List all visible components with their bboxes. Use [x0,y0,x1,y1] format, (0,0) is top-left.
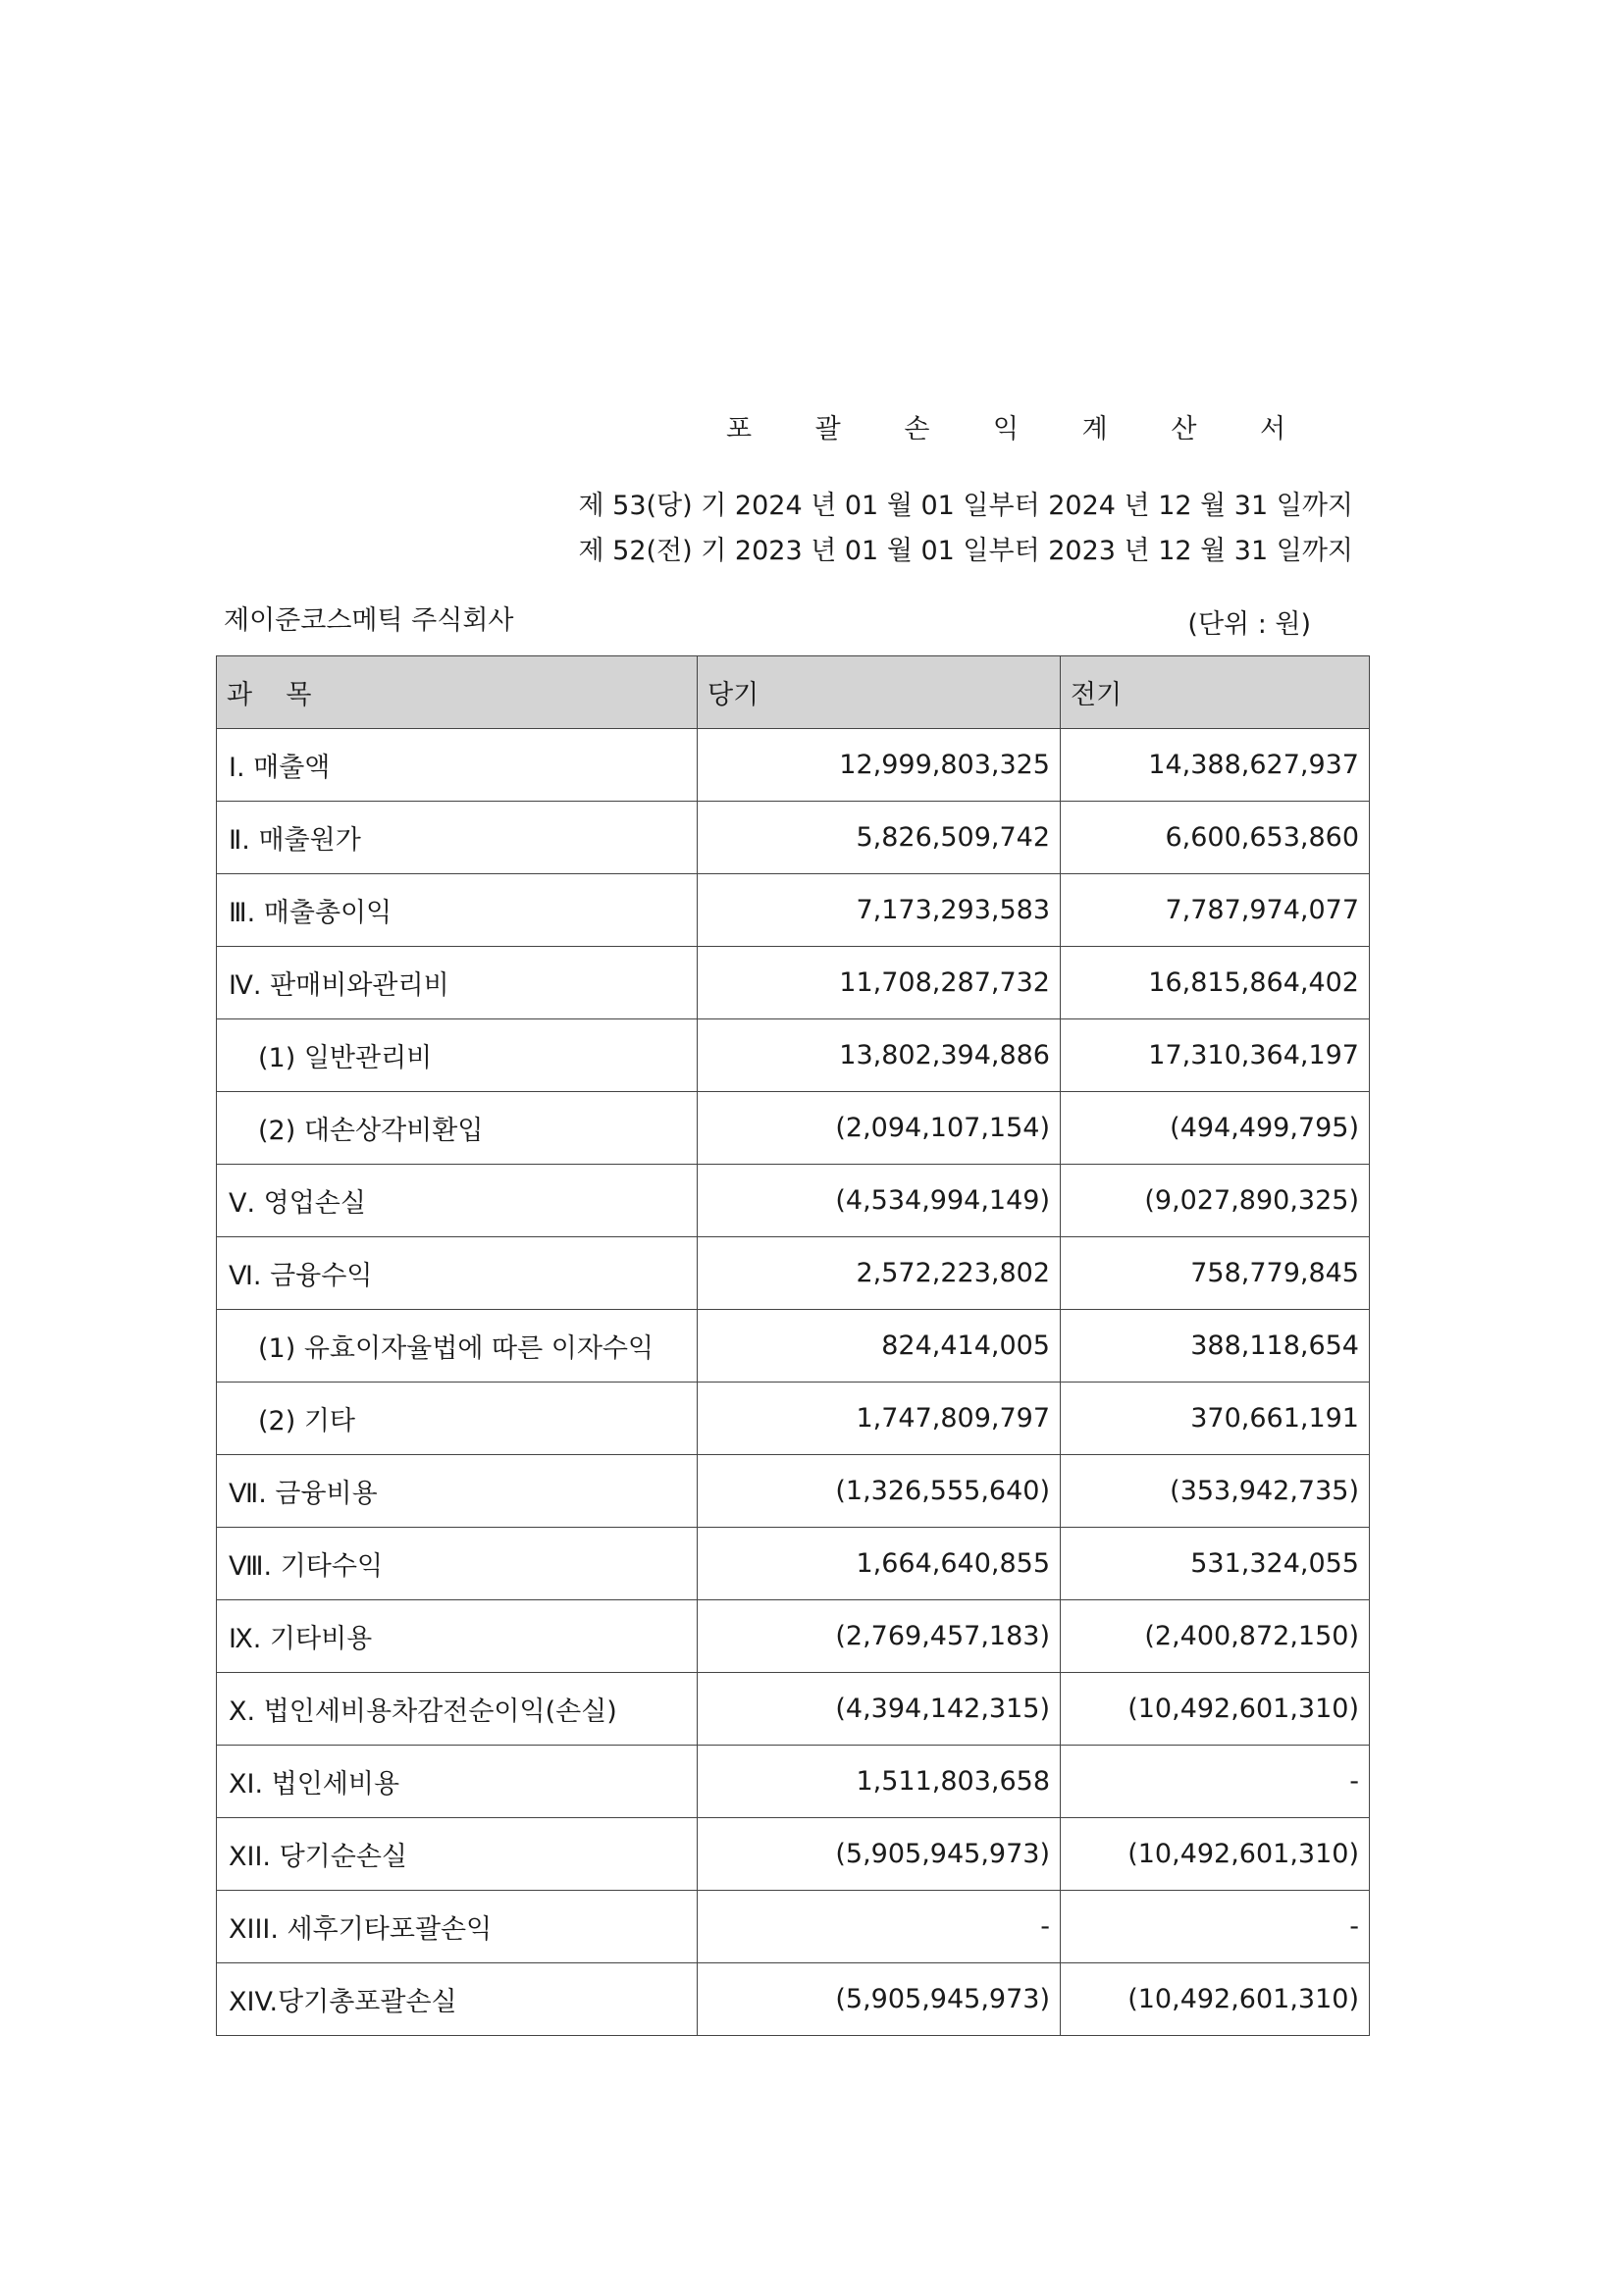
row-label: XIII. 세후기타포괄손익 [217,1891,698,1963]
company-name: 제이준코스메틱 주식회사 [224,605,514,636]
row-label: Ⅱ. 매출원가 [217,802,698,874]
row-label: Ⅵ. 금융수익 [217,1237,698,1310]
row-current: 7,173,293,583 [698,874,1061,947]
row-current: (4,394,142,315) [698,1673,1061,1746]
row-label: Ⅰ. 매출액 [217,729,698,802]
table-row [217,1963,1370,2036]
table-row [217,1310,1370,1383]
row-current: 12,999,803,325 [698,729,1061,802]
row-label: Ⅳ. 판매비와관리비 [217,947,698,1019]
table-row [217,1818,1370,1891]
table-row [217,874,1370,947]
table-row [217,1237,1370,1310]
row-label: Ⅹ. 법인세비용차감전순이익(손실) [217,1673,698,1746]
header-item: 과 목 [217,656,698,729]
row-label: Ⅸ. 기타비용 [217,1600,698,1673]
row-current: 2,572,223,802 [698,1237,1061,1310]
table-row [217,802,1370,874]
table-row [217,1746,1370,1818]
header-prior: 전기 [1061,656,1370,729]
table-row [217,729,1370,802]
row-label: Ⅷ. 기타수익 [217,1528,698,1600]
row-label: (2) 대손상각비환입 [217,1092,698,1165]
row-label: (2) 기타 [217,1383,698,1455]
row-current: 1,511,803,658 [698,1746,1061,1818]
row-current: 11,708,287,732 [698,947,1061,1019]
table-row [217,1383,1370,1455]
table-row [217,1600,1370,1673]
table-row [217,1165,1370,1237]
income-statement-table [216,655,1370,2036]
row-prior: - [1061,1746,1370,1818]
row-prior: (10,492,601,310) [1061,1963,1370,2036]
row-prior: 6,600,653,860 [1061,802,1370,874]
row-current: 5,826,509,742 [698,802,1061,874]
row-current: (5,905,945,973) [698,1963,1061,2036]
row-prior: 14,388,627,937 [1061,729,1370,802]
row-prior: (494,499,795) [1061,1092,1370,1165]
row-label: XI. 법인세비용 [217,1746,698,1818]
row-prior: 17,310,364,197 [1061,1019,1370,1092]
row-current: 1,747,809,797 [698,1383,1061,1455]
row-current: 13,802,394,886 [698,1019,1061,1092]
row-current: - [698,1891,1061,1963]
row-prior: 758,779,845 [1061,1237,1370,1310]
row-prior: 531,324,055 [1061,1528,1370,1600]
period-prior: 제 52(전) 기 2023 년 01 월 01 일부터 2023 년 12 월 31 일까지 [578,536,1353,566]
row-current: (2,769,457,183) [698,1600,1061,1673]
row-prior: (10,492,601,310) [1061,1673,1370,1746]
row-prior: (2,400,872,150) [1061,1600,1370,1673]
row-label: XIV.당기총포괄손실 [217,1963,698,2036]
row-prior: 7,787,974,077 [1061,874,1370,947]
row-prior: (9,027,890,325) [1061,1165,1370,1237]
row-label: (1) 일반관리비 [217,1019,698,1092]
table-row [217,1528,1370,1600]
row-label: Ⅴ. 영업손실 [217,1165,698,1237]
table-row [217,947,1370,1019]
period-current: 제 53(당) 기 2024 년 01 월 01 일부터 2024 년 12 월 31 일까지 [578,491,1353,521]
row-current: (2,094,107,154) [698,1092,1061,1165]
row-prior: 388,118,654 [1061,1310,1370,1383]
header-current: 당기 [698,656,1061,729]
row-prior: 16,815,864,402 [1061,947,1370,1019]
document-title: 포 괄 손 익 계 산 서 [726,414,1314,444]
row-prior: (10,492,601,310) [1061,1818,1370,1891]
row-current: (1,326,555,640) [698,1455,1061,1528]
currency-unit: (단위 : 원) [1187,609,1311,640]
table-header-row [217,656,1370,729]
table-row [217,1673,1370,1746]
row-current: 824,414,005 [698,1310,1061,1383]
table-row [217,1891,1370,1963]
row-label: XII. 당기순손실 [217,1818,698,1891]
row-label: (1) 유효이자율법에 따른 이자수익 [217,1310,698,1383]
table-row [217,1455,1370,1528]
row-current: 1,664,640,855 [698,1528,1061,1600]
row-prior: 370,661,191 [1061,1383,1370,1455]
row-prior: - [1061,1891,1370,1963]
table-row [217,1092,1370,1165]
row-prior: (353,942,735) [1061,1455,1370,1528]
row-current: (5,905,945,973) [698,1818,1061,1891]
row-label: Ⅲ. 매출총이익 [217,874,698,947]
row-label: Ⅶ. 금융비용 [217,1455,698,1528]
row-current: (4,534,994,149) [698,1165,1061,1237]
table-row [217,1019,1370,1092]
